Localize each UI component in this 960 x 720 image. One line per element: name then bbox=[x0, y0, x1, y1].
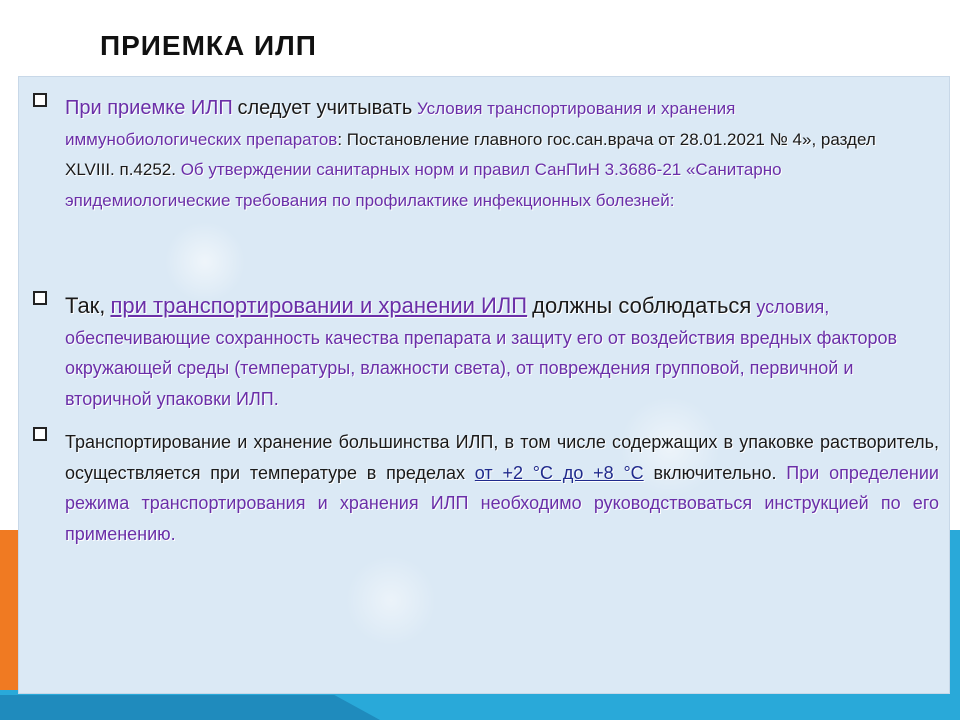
p3-instruction: При определении режима транспортирования и хранения ИЛП необходимо руководствоваться инструкцией по его применению. bbox=[65, 462, 939, 544]
p3-text: Транспортирование и хранение большинства ИЛП, в том числе содержащих в упаковке растворитель, осуществляется при температуре в пределах bbox=[65, 432, 939, 483]
p2-so: Так, bbox=[65, 293, 106, 318]
checkbox-bullet-icon bbox=[33, 427, 47, 441]
paragraph-reception bbox=[65, 93, 885, 216]
p1-conditions: Условия транспортирования и хранения иммунобиологических препаратов bbox=[65, 99, 736, 149]
p3-inclusive: включительно. bbox=[653, 462, 777, 483]
checkbox-bullet-icon bbox=[33, 291, 47, 305]
p2-conditions: условия, обеспечивающие сохранность качества препарата и защиту его от воздействия вредных факторов окружающей среды (температуры, влажности света), от повреждения групповой, первичной и вторичной упаковки ИЛП. bbox=[65, 297, 898, 409]
p1-decree: : Постановление главного гос.сан.врача от 28.01.2021 № 4», раздел XLVIII. п.4252. bbox=[65, 129, 876, 179]
paragraph-transport bbox=[65, 291, 925, 414]
p2-must-observe: должны соблюдаться bbox=[532, 293, 752, 318]
decor-dark-stripe bbox=[0, 695, 380, 720]
p1-sanpin: Об утверждении санитарных норм и правил СанПиН 3.3686-21 «Санитарно эпидемиологические требования по профилактике инфекционных болезней: bbox=[65, 160, 782, 210]
content-panel bbox=[18, 76, 950, 694]
paragraph-temperature bbox=[65, 427, 939, 549]
p1-lead: При приемке ИЛП bbox=[65, 97, 233, 119]
slide-title: ПРИЕМКА ИЛП bbox=[100, 30, 317, 61]
p1-consider: следует учитывать bbox=[237, 97, 413, 119]
p2-transport-storage: при транспортировании и хранении ИЛП bbox=[110, 293, 528, 318]
checkbox-bullet-icon bbox=[33, 93, 47, 107]
p3-temperature-range: от +2 °С до +8 °С bbox=[474, 462, 644, 483]
